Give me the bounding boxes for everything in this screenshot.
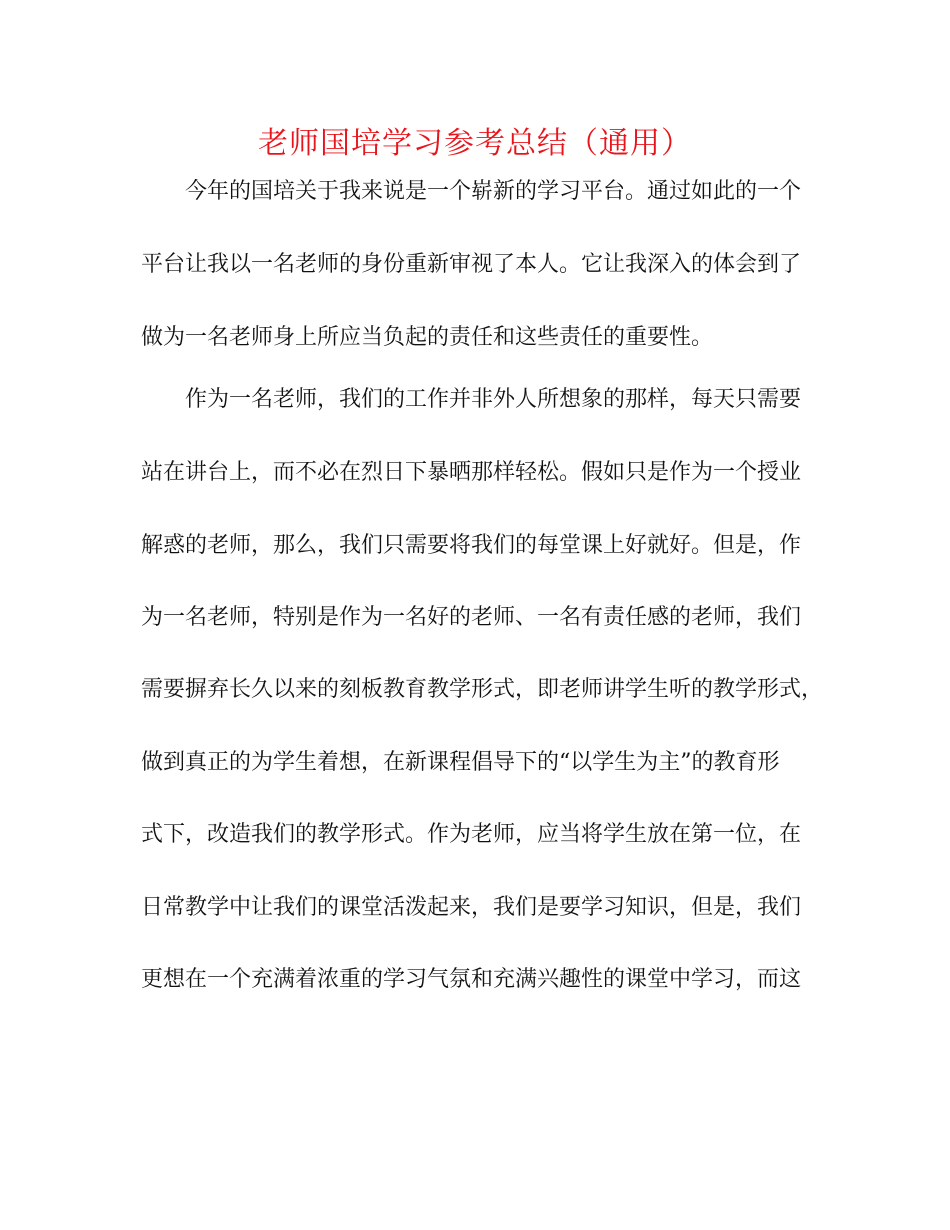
paragraph-2-line-5: 需要摒弃长久以来的刻板教育教学形式，即老师讲学生听的教学形式， — [141, 677, 824, 702]
paragraph-2-line-7: 式下，改造我们的教学形式。作为老师，应当将学生放在第一位，在 — [141, 822, 802, 847]
paragraph-2-line-4: 为一名老师，特别是作为一名好的老师、一名有责任感的老师，我们 — [141, 605, 802, 630]
paragraph-2-line-8: 日常教学中让我们的课堂活泼起来，我们是要学习知识，但是，我们 — [141, 895, 802, 920]
paragraph-2-line-2: 站在讲台上，而不必在烈日下暴晒那样轻松。假如只是作为一个授业 — [141, 460, 802, 485]
paragraph-1-line-1: 今年的国培关于我来说是一个崭新的学习平台。通过如此的一个 — [185, 179, 802, 204]
paragraph-1-line-2: 平台让我以一名老师的身份重新审视了本人。它让我深入的体会到了 — [141, 252, 802, 277]
paragraph-2-line-1: 作为一名老师，我们的工作并非外人所想象的那样，每天只需要 — [185, 387, 802, 412]
paragraph-2-line-9: 更想在一个充满着浓重的学习气氛和充满兴趣性的课堂中学习，而这 — [141, 967, 802, 992]
document-title: 老师国培学习参考总结（通用） — [258, 126, 692, 161]
paragraph-1-line-3: 做为一名老师身上所应当负起的责任和这些责任的重要性。 — [141, 325, 714, 350]
paragraph-2-line-3: 解惑的老师，那么，我们只需要将我们的每堂课上好就好。但是，作 — [141, 533, 802, 558]
paragraph-2-line-6: 做到真正的为学生着想，在新课程倡导下的“以学生为主”的教育形 — [141, 750, 780, 775]
